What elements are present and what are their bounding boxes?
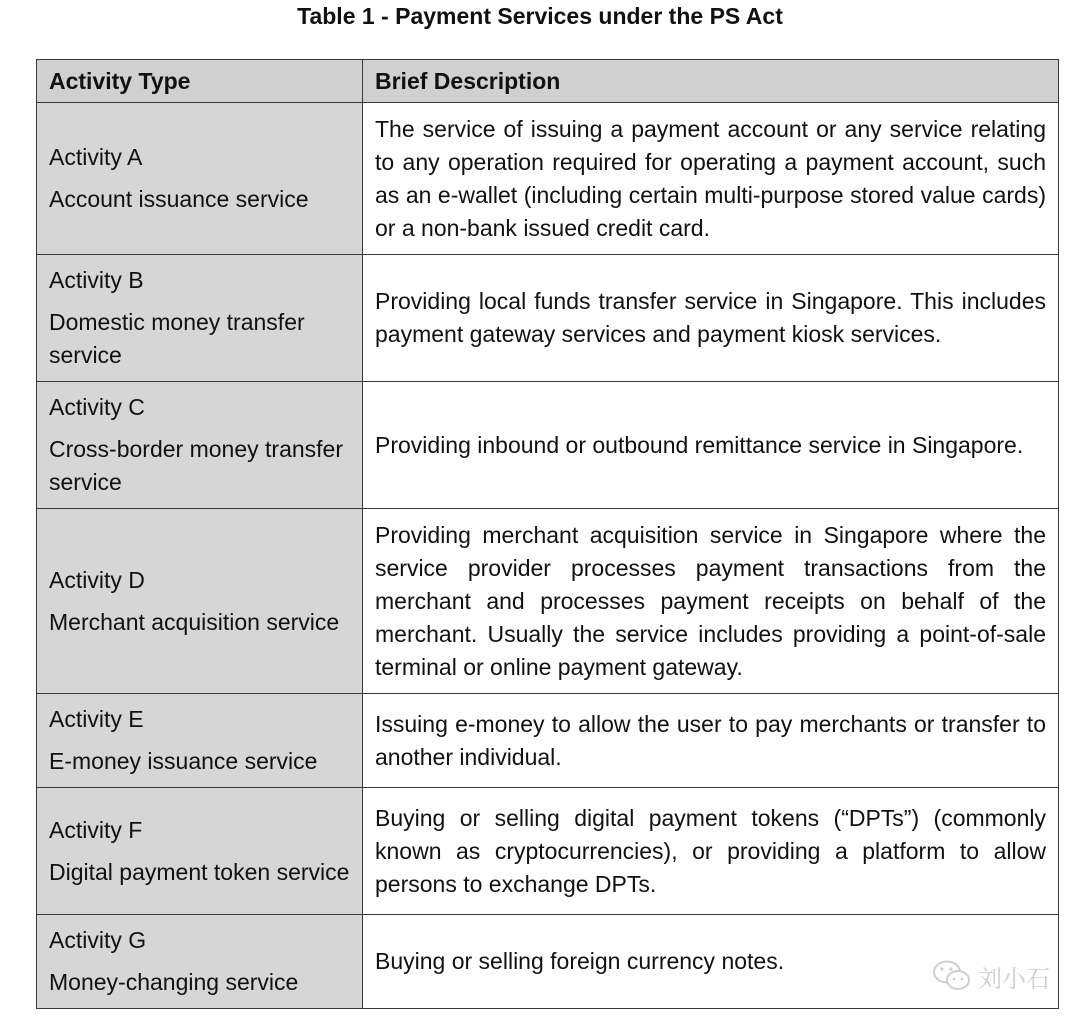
table-header-row [37, 60, 1059, 103]
watermark [932, 958, 1050, 994]
activity-name: Digital payment token service [49, 858, 350, 885]
activity-description: Issuing e-money to allow the user to pay merchants or transfer to another individual. [363, 694, 1059, 788]
activity-type-cell [37, 382, 363, 509]
table-row [37, 788, 1059, 915]
activity-type-cell [37, 915, 363, 1009]
activity-code: Activity B [49, 267, 144, 293]
activity-description: Providing local funds transfer service in Singapore. This includes payment gateway services and payment kiosk services. [363, 255, 1059, 382]
activity-code: Activity F [49, 816, 143, 843]
activity-name: E-money issuance service [49, 748, 318, 774]
activity-name: Merchant acquisition service [49, 608, 340, 635]
activity-type-cell [37, 255, 363, 382]
header-activity-type: Activity Type [37, 60, 363, 103]
table-row [37, 255, 1059, 382]
activity-type-cell [37, 788, 363, 915]
activity-code: Activity A [49, 144, 143, 170]
activity-name: Money-changing service [49, 969, 299, 995]
activity-description: The service of issuing a payment account or any service relating to any operation required for operating a payment account, such as an e-wallet (including certain multi-purpose stored value cards) or a non-bank issued credit card. [363, 103, 1059, 255]
activity-code: Activity C [49, 394, 145, 420]
table-row [37, 694, 1059, 788]
activity-name: Cross-border money transfer service [49, 436, 343, 495]
activity-description: Providing inbound or outbound remittance service in Singapore. [363, 382, 1059, 509]
activity-type-cell [37, 509, 363, 694]
activity-code: Activity D [49, 566, 145, 593]
watermark-text: 刘小石 [978, 964, 1050, 993]
table-row [37, 915, 1059, 1009]
table-caption: Table 1 - Payment Services under the PS Act [297, 3, 783, 29]
activity-description: Buying or selling foreign currency notes. [363, 915, 1059, 1009]
activity-description: Providing merchant acquisition service in Singapore where the service provider processes payment transactions from the merchant and processes payment receipts on behalf of the merchant. Usually the service includes providing a point-of-sale terminal or online payment gateway. [363, 509, 1059, 694]
activity-type-cell [37, 694, 363, 788]
table-row [37, 509, 1059, 694]
header-brief-description: Brief Description [363, 60, 1059, 103]
activity-description: Buying or selling digital payment tokens (“DPTs”) (commonly known as cryptocurrencies), or providing a platform to allow persons to exchange DPTs. [363, 788, 1059, 915]
activity-code: Activity G [49, 927, 147, 953]
wechat-icon [932, 958, 972, 994]
activity-name: Account issuance service [49, 186, 309, 212]
payment-services-table [36, 59, 1059, 1009]
table-row [37, 103, 1059, 255]
activity-code: Activity E [49, 706, 144, 732]
activity-name: Domestic money transfer service [49, 309, 305, 368]
activity-type-cell [37, 103, 363, 255]
table-row [37, 382, 1059, 509]
